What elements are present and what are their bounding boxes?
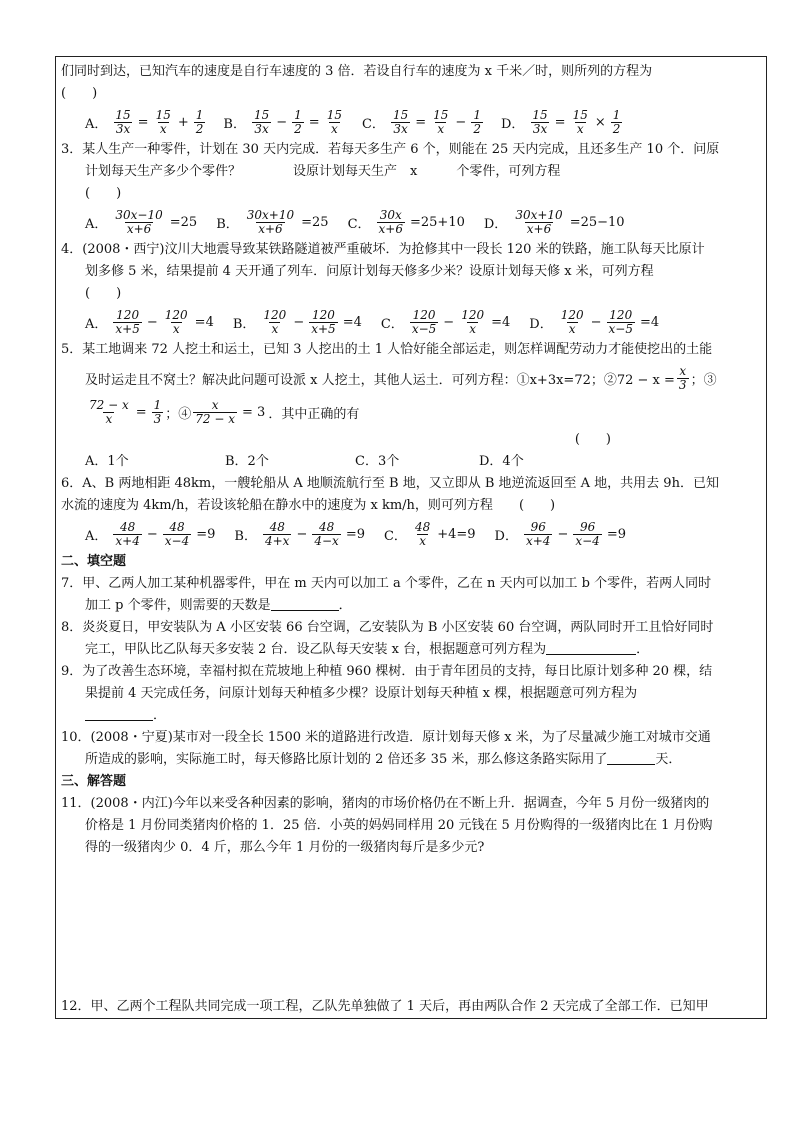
worksheet-frame [55,56,767,1019]
q6-line1: 6．A、B 两地相距 48km，一艘轮船从 A 地顺流航行至 B 地，又立即从 B 地逆流返回至 A 地，共用去 9h．已知 [61,476,719,491]
q9-line2: 果提前 4 天完成任务，问原计划每天种植多少棵？设原计划每天种植 x 棵，根据题意可列方程为 [85,686,638,701]
q4-paren: ( ) [85,286,122,301]
option-label: A． [85,116,108,132]
q8-line2-text: 完工，甲队比乙队每天多安装 2 台．设乙队每天安装 x 台，根据题意可列方程为 [85,642,547,657]
q9-line1: 9．为了改善生态环境，幸福村拟在荒坡地上种植 960 棵树．由于青年团员的支持，每日比原计划多种 20 棵，结 [61,664,713,679]
option-label: C． [361,116,385,132]
q3-paren: ( ) [85,186,122,201]
option-label: D． [500,116,525,132]
q2-option-d[interactable]: D． $\frac{15}{3x}$ = $\frac{15}{x}$ × $\frac{1}{2}$ [500,107,621,136]
q7-line2 [61,595,761,617]
option-label: A． [85,216,108,232]
q4-option-d[interactable]: D． $\frac{120}{x}$ − $\frac{120}{x-5}$ =4 [529,307,660,336]
q5-paren: ( ) [574,432,611,447]
q3-option-b[interactable]: B． $\frac{30x+10}{x+6}$ =25 [216,207,329,236]
q5-option-b[interactable]: B．2个 [225,454,269,469]
q3-line2: 计划每天生产多少个零件？ 设原计划每天生产 x 个零件，可列方程 [85,164,561,179]
q11-line2: 价格是 1 月份同类猪肉价格的 1．25 倍．小英的妈妈同样用 20 元钱在 5 月份购得的一级猪肉比在 1 月份购 [85,818,713,833]
q6-option-c[interactable]: C． $\frac{48}{x}$ +4=9 [383,519,476,548]
q6-line2 [61,495,761,517]
option-label: B． [216,216,239,232]
q5-tail: ．其中正确的有 [268,406,360,422]
q5-sep4: ；④ [165,406,192,422]
option-label: B． [223,116,246,132]
q10-line1: 10．(2008・宁夏)某市对一段全长 1500 米的道路进行改造．原计划每天修 x 米，为了尽量减少施工对城市交通 [61,730,711,745]
q2-option-a[interactable]: A． $\frac{15}{3x}$ = $\frac{15}{x}$ + $\frac{1}{2}$ [85,107,204,136]
q4-option-c[interactable]: C． $\frac{120}{x-5}$ − $\frac{120}{x}$ =4 [380,307,511,336]
q9-answer-blank[interactable] [85,706,153,721]
q4-option-b[interactable]: B． $\frac{120}{x}$ − $\frac{120}{x+5}$ =4 [232,307,362,336]
option-label: C． [347,216,371,232]
q4-option-a[interactable]: A． $\frac{120}{x+5}$ − $\frac{120}{x}$ =4 [85,307,214,336]
q7-line2-text: 加工 p 个零件，则需要的天数是 [85,598,271,613]
q5-option-a[interactable]: A．1个 [85,454,129,469]
q2-options [61,105,761,139]
q3-options [61,205,761,239]
q9-line3 [61,705,761,727]
q5-options [61,451,761,473]
option-label: B． [232,316,256,332]
q2-option-b[interactable]: B． $\frac{15}{3x}$ − $\frac{1}{2}$ = $\frac{15}{x}$ [223,107,342,136]
option-label: C． [383,528,407,544]
q11-line1: 11．(2008・内江)今年以来受各种因素的影响，猪肉的市场价格仍在不断上升．据调查，今年 5 月份一级猪肉的 [61,796,710,811]
q5-eq3-right: $\frac{1}{3}$ [153,397,162,426]
q7-answer-blank[interactable] [271,596,339,611]
q8-answer-blank[interactable] [546,640,636,655]
option-label: A． [85,528,108,544]
option-label: D． [483,216,508,232]
q7-line1: 7．甲、乙两人加工某种机器零件，甲在 m 天内可以加工 a 个零件，乙在 n 天内可以加工 b 个零件，若两人同时 [61,576,712,591]
q2-paren: ( ) [61,86,98,101]
q4-line2: 划多修 5 米，结果提前 4 天开通了列车．问原计划每天修多少米？设原计划每天修 x 米，可列方程 [85,264,654,279]
q7-period: ． [338,598,352,613]
q4-line1: 4．(2008・西宁)汶川大地震导致某铁路隧道被严重破坏．为抢修其中一段长 120 米的铁路，施工队每天比原计 [61,242,705,257]
q10-answer-blank[interactable] [607,750,655,765]
q5-line2 [61,361,761,395]
option-label: C． [380,316,404,332]
q6-line2-text: 水流的速度为 4km/h，若设该轮船在静水中的速度为 x km/h，则可列方程 [61,498,493,513]
q11-line3: 得的一级猪肉少 0．4 斤，那么今年 1 月份的一级猪肉每斤是多少元? [85,840,485,855]
q10-line2-text: 所造成的影响，实际施工时，每天修路比原计划的 2 倍还多 35 米，那么修这条路实际用了 [85,752,608,767]
q5-sep3: ；③ [690,372,717,388]
option-label: B． [234,528,257,544]
q5-line3: $\frac{72 - x}{x}$ = $\frac{1}{3}$ ；④ $\frac{x}{72 - x}$ = 3 ．其中正确的有 [89,397,360,426]
option-label: D． [494,528,518,544]
q3-option-c[interactable]: C． $\frac{30x}{x+6}$ =25+10 [347,207,465,236]
worksheet-content [61,61,761,859]
option-label: A． [85,316,108,332]
q5-line2-text: 及时运走且不窝土？解决此问题可设派 x 人挖土，其他人运土．可列方程：①x+3x=72；②72 − x = [85,372,675,388]
q5-option-d[interactable]: D．4个 [479,454,524,469]
q5-option-c[interactable]: C．3个 [355,454,400,469]
q6-options [61,517,761,551]
q5-line1: 5．某工地调来 72 人挖土和运土，已知 3 人挖出的土 1 人恰好能全部运走，则怎样调配劳动力才能使挖出的土能 [61,342,713,357]
q2-text: 们同时到达，已知汽车的速度是自行车速度的 3 倍．若设自行车的速度为 x 千米／时，则所列的方程为 [61,64,653,79]
q6-option-b[interactable]: B． $\frac{48}{4+x}$ − $\frac{48}{4-x}$ =9 [234,519,365,548]
q2-option-c[interactable]: C． $\frac{15}{3x}$ = $\frac{15}{x}$ − $\frac{1}{2}$ [361,107,481,136]
q9-period: ． [153,708,167,723]
section-fill-in-heading: 二、填空题 [61,554,127,569]
q8-line2 [61,639,761,661]
q10-line2 [61,749,761,771]
q6-paren: ( ) [518,498,556,513]
q3-line1: 3．某人生产一种零件，计划在 30 天内完成．若每天多生产 6 个，则能在 25 天内完成，且还多生产 10 个．问原 [61,142,720,157]
q4-options [61,305,761,339]
q5-eq2-fraction: $\frac{x}{3}$ [678,363,687,392]
option-label: D． [529,316,553,332]
q8-line1: 8．炎炎夏日，甲安装队为 A 小区安装 66 台空调，乙安装队为 B 小区安装 60 台空调，两队同时开工且恰好同时 [61,620,714,635]
q10-unit: 天． [655,752,682,767]
q12-line1: 12．甲、乙两个工程队共同完成一项工程，乙队先单独做了 1 天后，再由两队合作 2 天完成了全部工作．已知甲 [61,999,709,1014]
q6-option-a[interactable]: A． $\frac{48}{x+4}$ − $\frac{48}{x-4}$ =9 [85,519,216,548]
q3-option-a[interactable]: A． $\frac{30x-10}{x+6}$ =25 [85,207,198,236]
q8-period: ． [636,642,650,657]
q5-eq3-left: $\frac{72 - x}{x}$ [89,397,129,426]
q6-option-d[interactable]: D． $\frac{96}{x+4}$ − $\frac{96}{x-4}$ =9 [494,519,626,548]
q5-eq4-fraction: $\frac{x}{72 - x}$ [195,397,236,426]
q3-option-d[interactable]: D． $\frac{30x+10}{x+6}$ =25−10 [483,207,625,236]
section-solve-heading: 三、解答题 [61,774,127,789]
